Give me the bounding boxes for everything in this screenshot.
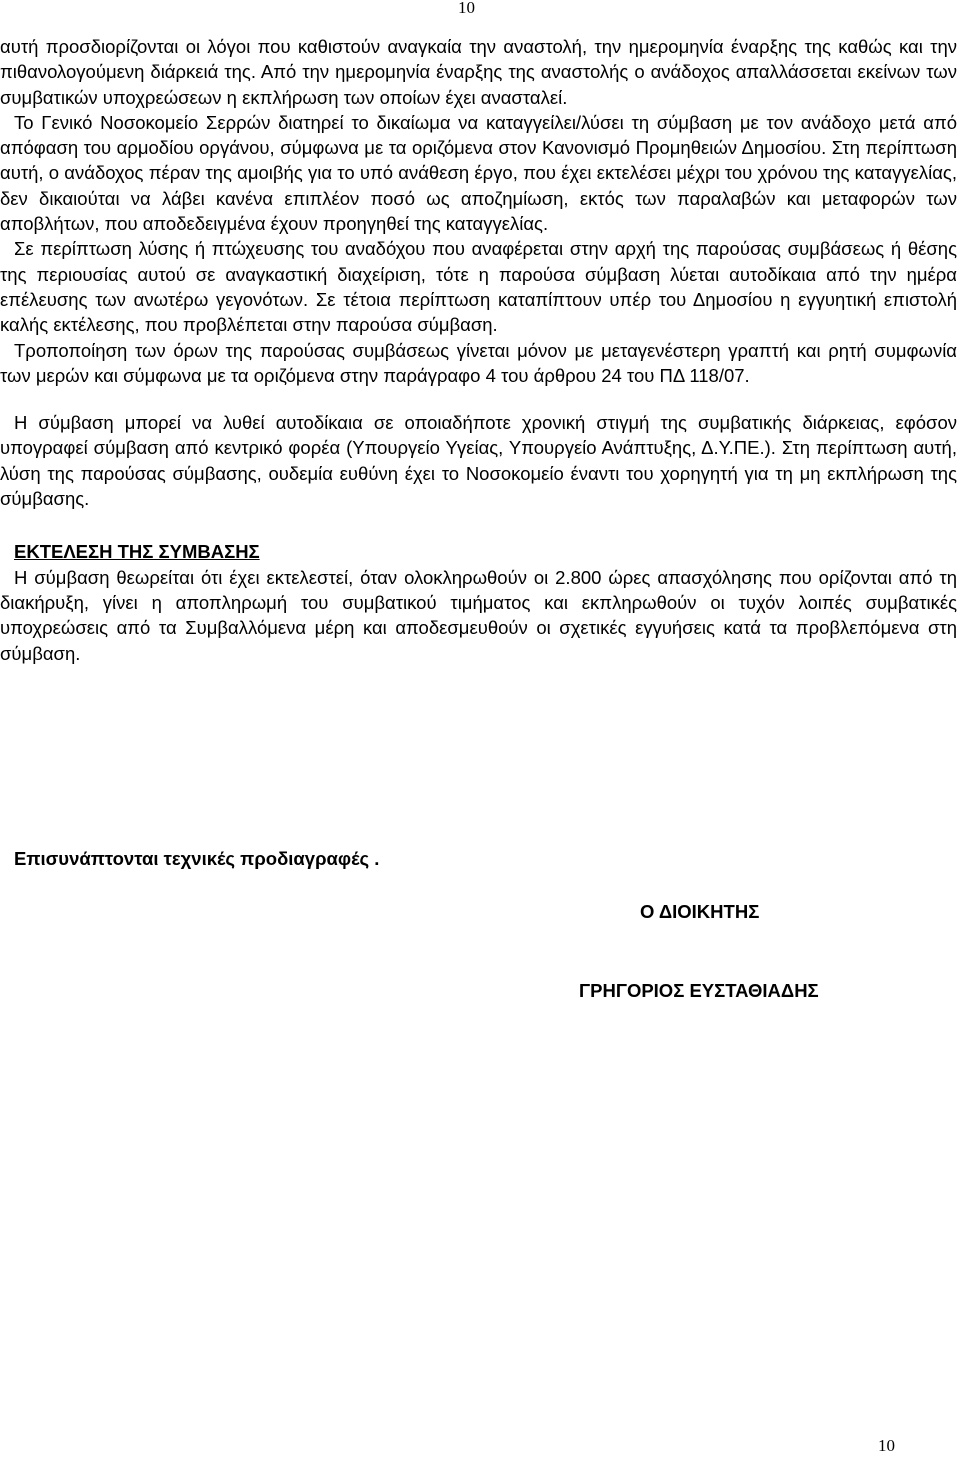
paragraph-dissolution: Σε περίπτωση λύσης ή πτώχευσης του αναδόχου που αναφέρεται στην αρχή της παρούσας συμβάσεως ή θέσης της περιουσίας αυτού σε αναγκαστική διαχείριση, τότε η παρούσα σύμβαση λύεται αυτοδίκαια από την ημέρα επέλευσης των ανωτέρω γεγονότων. Σε τέτοια περίπτωση καταπίπτουν υπέρ του Δημοσίου η εγγυητική επιστολή καλής εκτέλεσης, που προβλέπεται στην παρούσα σύμβαση. [0, 238, 957, 336]
attachment-note: Επισυνάπτονται τεχνικές προδιαγραφές . [14, 848, 380, 869]
spacer [0, 511, 957, 539]
signature-name: ΓΡΗΓΟΡΙΟΣ ΕΥΣΤΑΘΙΑΔΗΣ [579, 980, 819, 1001]
signature-title: Ο ΔΙΟΙΚΗΤΗΣ [640, 901, 760, 922]
document-body [0, 34, 957, 666]
execution-heading: ΕΚΤΕΛΕΣΗ ΤΗΣ ΣΥΜΒΑΣΗΣ [14, 541, 260, 563]
paragraph-automatic-termination: Η σύμβαση μπορεί να λυθεί αυτοδίκαια σε οποιαδήποτε χρονική στιγμή της συμβατικής διάρκειας, εφόσον υπογραφεί σύμβαση από κεντρικό φορέα (Υπουργείο Υγείας, Υπουργείο Ανάπτυξης, Δ.Υ.ΠΕ.). Στη περίπτωση αυτή, λύση της παρούσας σύμβασης, ουδεμία ευθύνη έχει το Νοσοκομείο έναντι του χορηγητή για τη μη εκπλήρωση της σύμβασης. [0, 412, 957, 510]
page-number-top: 10 [458, 0, 475, 17]
section-heading [0, 539, 957, 564]
spacer [0, 388, 957, 410]
page-number-bottom: 10 [878, 1436, 895, 1455]
paragraph-amendment: Τροποποίηση των όρων της παρούσας συμβάσεως γίνεται μόνον με μεταγενέστερη γραπτή και ρητή συμφωνία των μερών και σύμφωνα με τα οριζόμενα στην παράγραφο 4 του άρθρου 24 του ΠΔ 118/07. [0, 339, 957, 386]
paragraph-suspension: αυτή προσδιορίζονται οι λόγοι που καθιστούν αναγκαία την αναστολή, την ημερομηνία έναρξης της καθώς και την πιθανολογούμενη διάρκειά της. Από την ημερομηνία έναρξης της αναστολής ο ανάδοχος απαλλάσσεται εκείνων των συμβατικών υποχρεώσεων η εκπλήρωση των οποίων έχει ανασταλεί. [0, 36, 957, 108]
paragraph-termination: Το Γενικό Νοσοκομείο Σερρών διατηρεί το δικαίωμα να καταγγείλει/λύσει τη σύμβαση με τον ανάδοχο μετά από απόφαση του αρμοδίου οργάνου, σύμφωνα με τα οριζόμενα στον Κανονισμό Προμηθειών Δημοσίου. Στη περίπτωση αυτή, ο ανάδοχος πέραν της αμοιβής για το υπό ανάθεση έργο, που έχει εκτελέσει μέχρι του χρόνου της καταγγελίας, δεν δικαιούται να λάβει κανένα επιπλέον ποσό ως αποζημίωση, εκτός των παραλαβών και μεταφορών των αποβλήτων, που αποδεδειγμένα έχουν προηγηθεί της καταγγελίας. [0, 111, 957, 235]
paragraph-execution: Η σύμβαση θεωρείται ότι έχει εκτελεστεί, όταν ολοκληρωθούν οι 2.800 ώρες απασχόλησης που ορίζονται από τη διακήρυξη, γίνει η αποπληρωμή του συμβατικού τιμήματος και εκπληρωθούν οι τυχόν λοιπές συμβατικές υποχρεώσεις από τα Συμβαλλόμενα μέρη και αποδεσμευθούν οι σχετικές εγγυήσεις κατά τα προβλεπόμενα στη σύμβαση. [0, 566, 957, 664]
